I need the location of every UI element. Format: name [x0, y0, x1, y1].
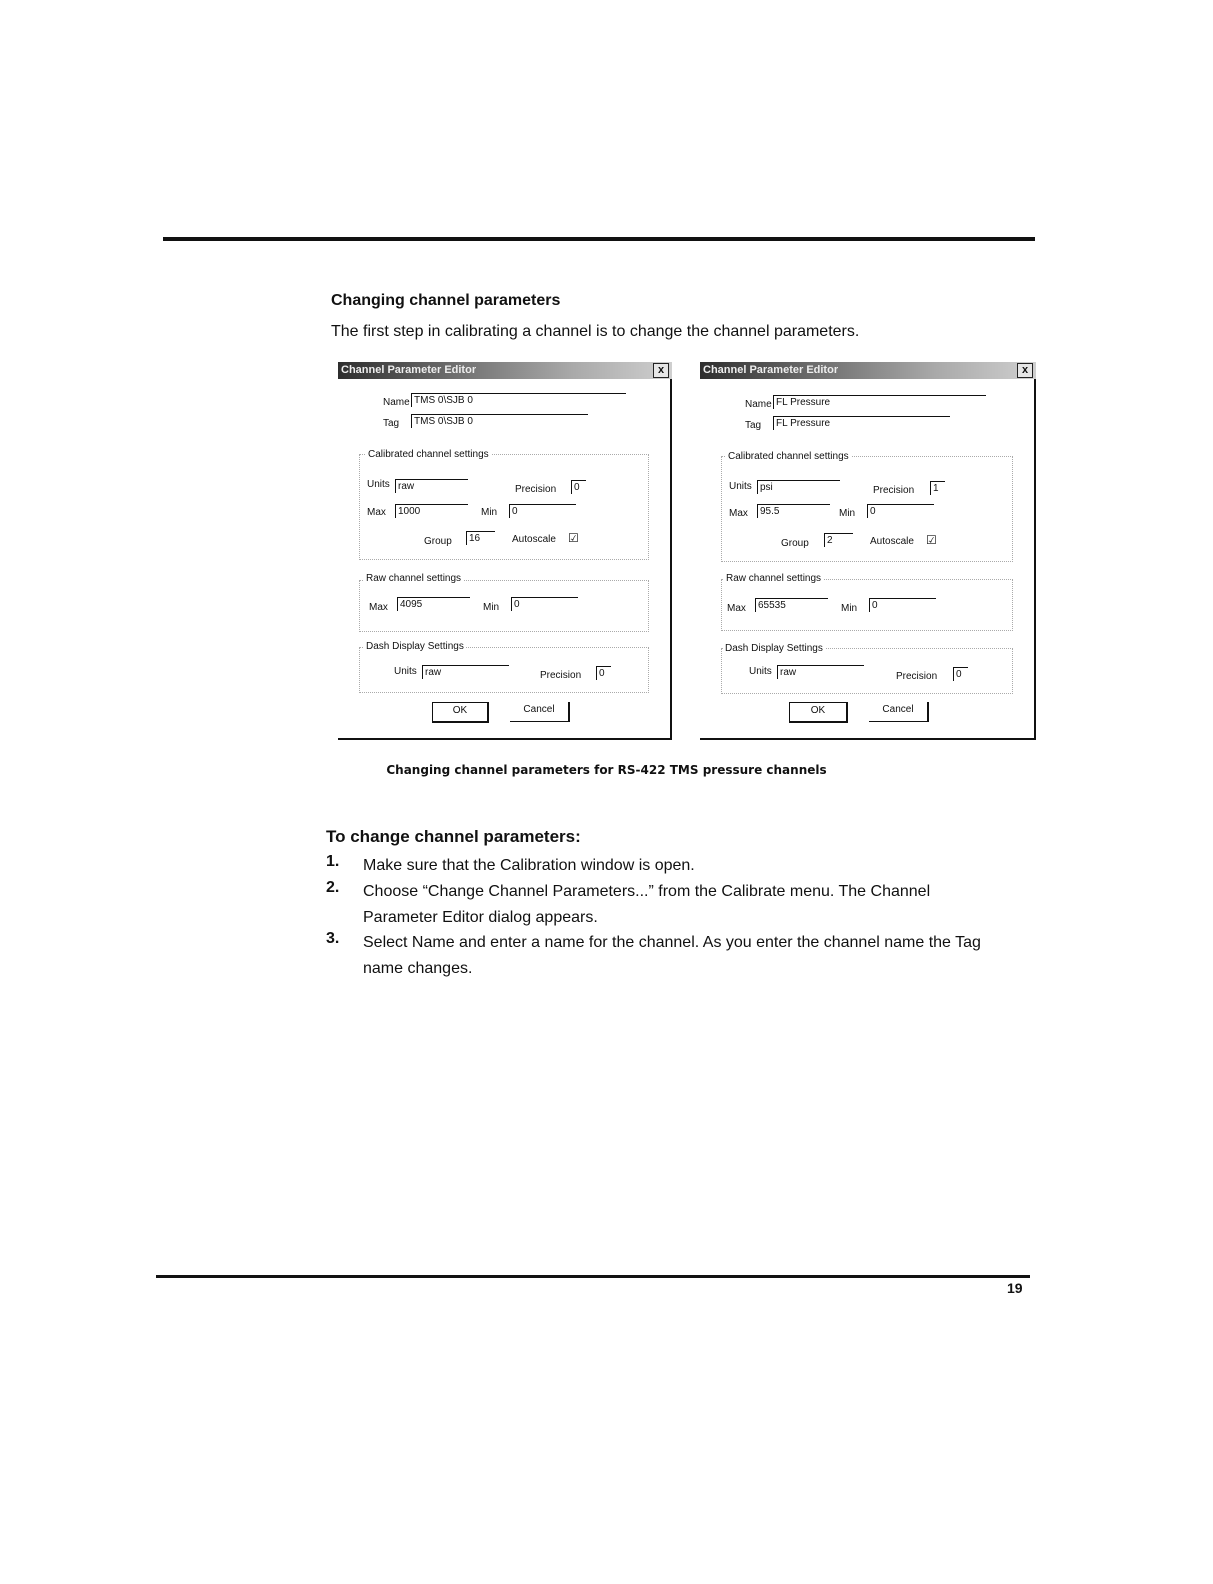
dialog-title: Channel Parameter Editor [341, 364, 477, 376]
min-input[interactable]: 0 [509, 504, 576, 518]
step-number: 1. [326, 853, 340, 870]
dialog-frame-bottom [338, 738, 672, 740]
dash-precision-input[interactable]: 0 [596, 666, 611, 680]
dash-units-input[interactable]: raw [422, 665, 509, 679]
max-label: Max [367, 507, 386, 518]
step-text: Select Name and enter a name for the channel. As you enter the channel name the Tag name changes. [363, 934, 981, 977]
dash-settings-title: Dash Display Settings [366, 641, 464, 652]
units-label: Units [367, 479, 390, 490]
units-input[interactable]: raw [395, 479, 468, 493]
page-number: 19 [1007, 1280, 1023, 1296]
precision-input[interactable]: 0 [571, 480, 586, 494]
raw-max-label: Max [369, 602, 388, 613]
raw-min-input[interactable]: 0 [511, 597, 578, 611]
raw-settings-title: Raw channel settings [366, 573, 462, 584]
tag-input[interactable]: FL Pressure [773, 416, 950, 430]
dialog-title: Channel Parameter Editor [703, 364, 839, 376]
autoscale-checkbox[interactable]: ☑ [926, 533, 937, 547]
close-icon: x [657, 364, 665, 376]
close-button[interactable] [653, 363, 669, 378]
max-label: Max [729, 508, 748, 519]
dialog-titlebar[interactable] [338, 362, 672, 379]
steps-heading: To change channel parameters: [326, 827, 581, 846]
calibrated-settings-title: Calibrated channel settings [728, 451, 849, 462]
raw-max-label: Max [727, 603, 746, 614]
dialog-frame-right [1034, 362, 1036, 740]
max-input[interactable]: 95.5 [757, 504, 830, 518]
tag-label: Tag [383, 418, 400, 429]
cancel-button[interactable]: Cancel [869, 702, 929, 722]
dash-units-input[interactable]: raw [777, 665, 864, 679]
min-label: Min [481, 507, 498, 518]
dialog-frame-right [670, 362, 672, 740]
top-rule [163, 237, 1035, 241]
raw-min-label: Min [483, 602, 500, 613]
name-input[interactable]: TMS 0\SJB 0 [411, 393, 626, 407]
cancel-button[interactable]: Cancel [510, 702, 570, 722]
calibrated-settings-title: Calibrated channel settings [368, 449, 489, 460]
autoscale-checkbox[interactable]: ☑ [568, 531, 579, 545]
bottom-rule [156, 1275, 1030, 1278]
precision-label: Precision [515, 484, 557, 495]
raw-max-input[interactable]: 4095 [397, 597, 470, 611]
group-input[interactable]: 16 [466, 531, 495, 545]
ok-button[interactable]: OK [432, 702, 489, 723]
group-input[interactable]: 2 [824, 533, 853, 547]
name-label: Name [383, 397, 410, 408]
raw-settings-title: Raw channel settings [726, 573, 822, 584]
step-number: 3. [326, 930, 340, 947]
autoscale-label: Autoscale [512, 534, 556, 545]
group-label: Group [424, 536, 452, 547]
dash-settings-title: Dash Display Settings [725, 643, 823, 654]
name-label: Name [745, 399, 772, 410]
figure-caption: Changing channel parameters for RS-422 TMS pressure channels [386, 763, 827, 777]
step-text: Choose “Change Channel Parameters...” from the Calibrate menu. The Channel Parameter Editor dialog appears. [363, 883, 931, 926]
close-button[interactable] [1017, 363, 1033, 378]
dash-units-label: Units [749, 666, 772, 677]
channel-parameter-editor-dialog-left [338, 362, 672, 740]
autoscale-label: Autoscale [870, 536, 914, 547]
step-text: Make sure that the Calibration window is open. [363, 857, 695, 874]
tag-input[interactable]: TMS 0\SJB 0 [411, 414, 588, 428]
name-input[interactable]: FL Pressure [773, 395, 986, 409]
channel-parameter-editor-dialog-right [700, 362, 1036, 740]
raw-min-label: Min [841, 603, 858, 614]
units-input[interactable]: psi [757, 480, 840, 494]
intro-paragraph: The first step in calibrating a channel is to change the channel parameters. [331, 323, 860, 340]
units-label: Units [729, 481, 752, 492]
dialog-frame-bottom [700, 738, 1036, 740]
dialog-titlebar[interactable] [700, 362, 1036, 379]
close-icon: x [1021, 364, 1029, 376]
dash-units-label: Units [394, 666, 417, 677]
raw-max-input[interactable]: 65535 [755, 598, 828, 612]
dash-precision-label: Precision [896, 671, 938, 682]
precision-label: Precision [873, 485, 915, 496]
dash-precision-label: Precision [540, 670, 582, 681]
step-number: 2. [326, 879, 340, 896]
tag-label: Tag [745, 420, 762, 431]
dash-precision-input[interactable]: 0 [953, 667, 968, 681]
min-label: Min [839, 508, 856, 519]
max-input[interactable]: 1000 [395, 504, 468, 518]
group-label: Group [781, 538, 809, 549]
min-input[interactable]: 0 [867, 504, 934, 518]
section-heading: Changing channel parameters [331, 292, 561, 309]
raw-min-input[interactable]: 0 [869, 598, 936, 612]
ok-button[interactable]: OK [789, 702, 848, 723]
precision-input[interactable]: 1 [930, 481, 945, 495]
